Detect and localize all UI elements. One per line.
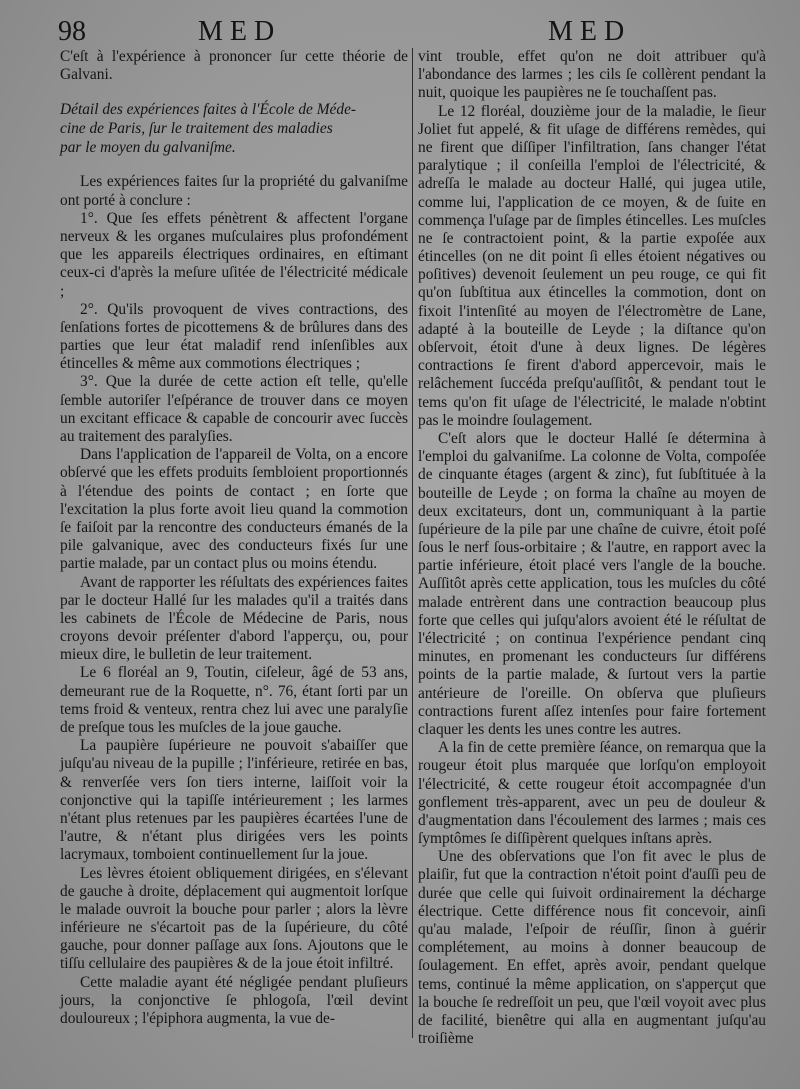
paragraph: 2°. Qu'ils provoquent de vives contractions, des ſenſations fortes de picottemens & de brûlures dans des parties que leur état maladif rend inſenſibles aux étincelles & même aux commotions électriques ; bbox=[60, 300, 408, 373]
right-running-head: MED bbox=[548, 16, 632, 47]
column-divider bbox=[412, 48, 413, 1038]
left-running-head: MED bbox=[198, 16, 282, 47]
section-heading bbox=[60, 100, 408, 157]
paragraph: Le 6 floréal an 9, Toutin, ciſeleur, âgé de 53 ans, demeurant rue de la Roquette, n°. 76, étant ſorti par un tems froid & venteux, rentra chez lui avec une paralyſie de preſque tous les muſcles de la joue gauche. bbox=[60, 664, 408, 736]
intro-paragraph: C'eſt à l'expérience à prononcer ſur cette théorie de Galvani. bbox=[60, 48, 408, 84]
continuation-paragraph: vint trouble, effet qu'on ne doit attribuer qu'à l'abondance des larmes ; les cils ſe collèrent pendant la nuit, quoique les paupières ne ſe touchaſſent pas. bbox=[418, 48, 766, 102]
paragraph: A la fin de cette première ſéance, on remarqua que la rougeur étoit plus marquée que lorſqu'on employoit l'électricité, & cette rougeur étoit accompagnée d'un gonflement très-apparent, avec un peu de douleur & d'augmentation dans l'écoulement des larmes ; mais ces ſymptômes ſe diſſipèrent quelques inſtans après. bbox=[418, 739, 766, 848]
running-header bbox=[58, 16, 780, 46]
paragraph: 3°. Que la durée de cette action eſt telle, qu'elle ſemble autoriſer l'eſpérance de trouver dans ce moyen un excitant efficace & capable de concourir avec ſuccès au traitement des paralyſies. bbox=[60, 373, 408, 445]
paragraph: Dans l'application de l'appareil de Volta, on a encore obſervé que les effets produits ſembloient proportionnés à l'étendue des points de contact ; en ſorte que l'excitation la plus forte avoit lieu quand la commotion ſe faiſoit par la rencontre des conducteurs émanés de la pile galvanique, avec des conducteurs fixés ſur une partie malade, par un contact plus ou moins étendu. bbox=[60, 446, 408, 573]
page-number: 98 bbox=[58, 16, 86, 47]
paragraph: Avant de rapporter les réſultats des expériences faites par le docteur Hallé ſur les malades qu'il a traités dans les cabinets de l'École de Médecine de Paris, nous croyons devoir préſenter d'abord l'apperçu, ou, pour mieux dire, le bulletin de leur traitement. bbox=[60, 573, 408, 664]
paragraph: Les expériences faites ſur la propriété du galvaniſme ont porté à conclure : bbox=[60, 173, 408, 209]
paragraph: Le 12 floréal, douzième jour de la maladie, le ſieur Joliet fut appelé, & fit uſage de différens remèdes, qui ne firent que diſſiper l'infiltration, ſans changer l'état paralytique ; il conſeilla l'emploi de l'électricité, & adreſſa le malade au docteur Hallé, qui jugea utile, comme lui, l'application de ce moyen, & de ſuite en commença l'uſage par de ſimples étincelles. Les muſcles ne ſe contractoient point, & la partie expoſée aux étincelles (on ne dit point ſi elles étoient négatives ou poſitives) devenoit ſeulement un peu rouge, ce qui fit qu'on ſubſtitua aux étincelles la commotion, dont on fixoit l'intenſité au moyen de l'électromètre de Lane, adapté à la bouteille de Leyde ; la diſtance qu'on obſervoit, étoit d'une à deux lignes. De légères contractions ſe firent d'abord appercevoir, mais le relâchement ſuccéda preſqu'auſſitôt, & pendant tout le tems qu'on fit uſage de l'électricité, le malade n'obtint pas le moindre ſoulagement. bbox=[418, 102, 766, 429]
paragraph: Les lèvres étoient obliquement dirigées, en s'élevant de gauche à droite, déplacement qui augmentoit lorſque le malade ouvroit la bouche pour parler ; alors la lèvre inférieure ne s'écartoit pas de la ſupérieure, du côté gauche, pour donner paſſage aux ſons. Ajoutons que le tiſſu cellulaire des paupières & de la joue étoit infiltré. bbox=[60, 864, 408, 973]
paragraph: La paupière ſupérieure ne pouvoit s'abaiſſer que juſqu'au niveau de la pupille ; l'inférieure, retirée en bas, & renverſée vers ſon tiers interne, laiſſoit voir la conjonctive qui la tapiſſe intérieurement ; les larmes n'étant plus retenues par les paupières écartées l'une de l'autre, & n'étant plus dirigées vers les points lacrymaux, tomboient continuellement ſur la joue. bbox=[60, 737, 408, 864]
left-column bbox=[60, 48, 408, 1028]
heading-line: cine de Paris, ſur le traitement des maladies bbox=[60, 120, 333, 138]
heading-line: par le moyen du galvaniſme. bbox=[60, 139, 236, 157]
right-column bbox=[418, 48, 766, 1048]
paragraph: 1°. Que ſes effets pénètrent & affectent l'organe nerveux & les organes muſculaires plus profondément que les appareils électriques ordinaires, en eſtimant ceux-ci d'après la meſure uſitée de l'électricité médicale ; bbox=[60, 209, 408, 300]
heading-line: Détail des expériences faites à l'École de Méde- bbox=[60, 101, 357, 119]
paragraph: Une des obſervations que l'on fit avec le plus de plaiſir, fut que la contraction n'étoit point d'auſſi peu de durée que celle qui ſuivoit ordinairement la décharge électrique. Cette différence nous fit concevoir, ainſi qu'au malade, l'eſpoir de réuſſir, ſinon à guérir complétement, au moins à donner beaucoup de ſoulagement. En effet, après avoir, pendant quelque tems, continué la même application, on s'apperçut que la bouche ſe redreſſoit un peu, que l'œil voyoit avec plus de facilité, bienêtre qui alla en augmentant juſqu'au troiſième bbox=[418, 848, 766, 1048]
paragraph: Cette maladie ayant été négligée pendant pluſieurs jours, la conjonctive ſe phlogoſa, l'œil devint douloureux ; l'épiphora augmenta, la vue de- bbox=[60, 973, 408, 1027]
paragraph: C'eſt alors que le docteur Hallé ſe détermina à l'emploi du galvaniſme. La colonne de Volta, compoſée de cinquante étages (argent & zinc), fut ſubſtituée à la bouteille de Leyde ; on forma la chaîne au moyen de deux excitateurs, dont un, communiquant à la partie ſupérieure de la pile par une chaîne de cuivre, étoit poſé ſous le nerf ſous-orbitaire ; & l'autre, en rapport avec la partie inférieure, étoit placé vers l'angle de la bouche. Auſſitôt après cette application, tous les muſcles du côté malade entrèrent dans une contraction beaucoup plus forte que celles qui juſqu'alors avoient été le réſultat de l'électricité ; on continua l'expérience pendant cinq minutes, en promenant les conducteurs ſur différens points de la partie malade, & ſurtout vers la partie antérieure de l'oreille. On obſerva que pluſieurs contractions furent aſſez intenſes pour faire fortement claquer les dents les unes contre les autres. bbox=[418, 429, 766, 738]
